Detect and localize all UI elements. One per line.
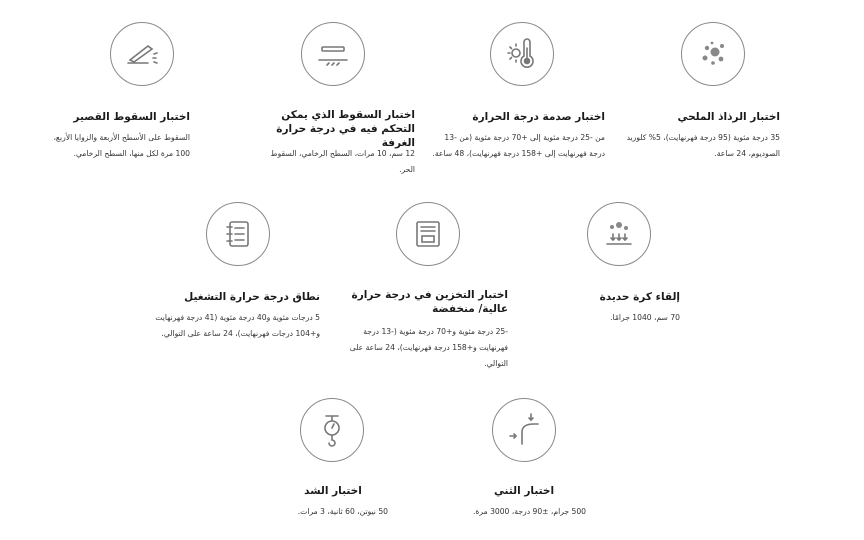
test-description: من -25 درجة مئوية إلى +70 درجة مئوية (من -13 درجة فهرنهايت إلى +158 درجة فهرنهايت)، 48 ساعة.: [432, 133, 605, 158]
test-description: 5 درجات مئوية و40 درجة مئوية (41 درجة فهرنهايت و+104 درجات فهرنهايت)، 24 ساعة على التوالي.: [155, 313, 320, 338]
storage-icon: [396, 202, 460, 266]
test-title: اختبار السقوط القصير: [73, 111, 190, 123]
tensile-icon: [300, 398, 364, 462]
test-title: إلقاء كرة حديدة: [599, 291, 680, 303]
test-description: 50 نيوتن، 60 ثانية، 3 مرات.: [297, 507, 388, 516]
test-description: -25 درجة مئوية و+70 درجة مئوية (-13 درجة فهرنهايت و+158 درجة فهرنهايت)، 24 ساعة على التوالي.: [349, 327, 508, 368]
test-title: اختبار الرذاذ الملحي: [677, 111, 780, 123]
thermometer-icon: [490, 22, 554, 86]
operating-temp-icon: [206, 202, 270, 266]
short-drop-icon: [110, 22, 174, 86]
test-title: اختبار التخزين في درجة حرارة عالية/ منخفضة: [351, 289, 508, 315]
test-title: اختبار الثني: [493, 485, 555, 497]
test-title: اختبار صدمة درجة الحرارة: [472, 111, 605, 123]
test-description: 70 سم، 1040 جرامًا.: [610, 313, 680, 322]
test-title: اختبار السقوط الذي يمكن التحكم فيه في درجة حرارة الغرفة: [276, 109, 415, 149]
test-description: السقوط على الأسطح الأربعة والزوايا الأربع، 100 مرة لكل منها، السطح الرخامي.: [53, 133, 190, 158]
test-description: 12 سم، 10 مرات، السطح الرخامي، السقوط الحر.: [270, 149, 415, 174]
steel-ball-icon: [587, 202, 651, 266]
test-title: نطاق درجة حرارة التشغيل: [184, 291, 320, 303]
salt-spray-icon: [681, 22, 745, 86]
test-title: اختبار الشد: [304, 485, 362, 497]
test-description: 500 جرام، ±90 درجة، 3000 مرة.: [472, 507, 586, 516]
test-description: 35 درجة مئوية (95 درجة فهرنهايت)، 5% كلوريد الصوديوم، 24 ساعة.: [626, 133, 780, 158]
room-drop-icon: [301, 22, 365, 86]
bend-icon: [492, 398, 556, 462]
